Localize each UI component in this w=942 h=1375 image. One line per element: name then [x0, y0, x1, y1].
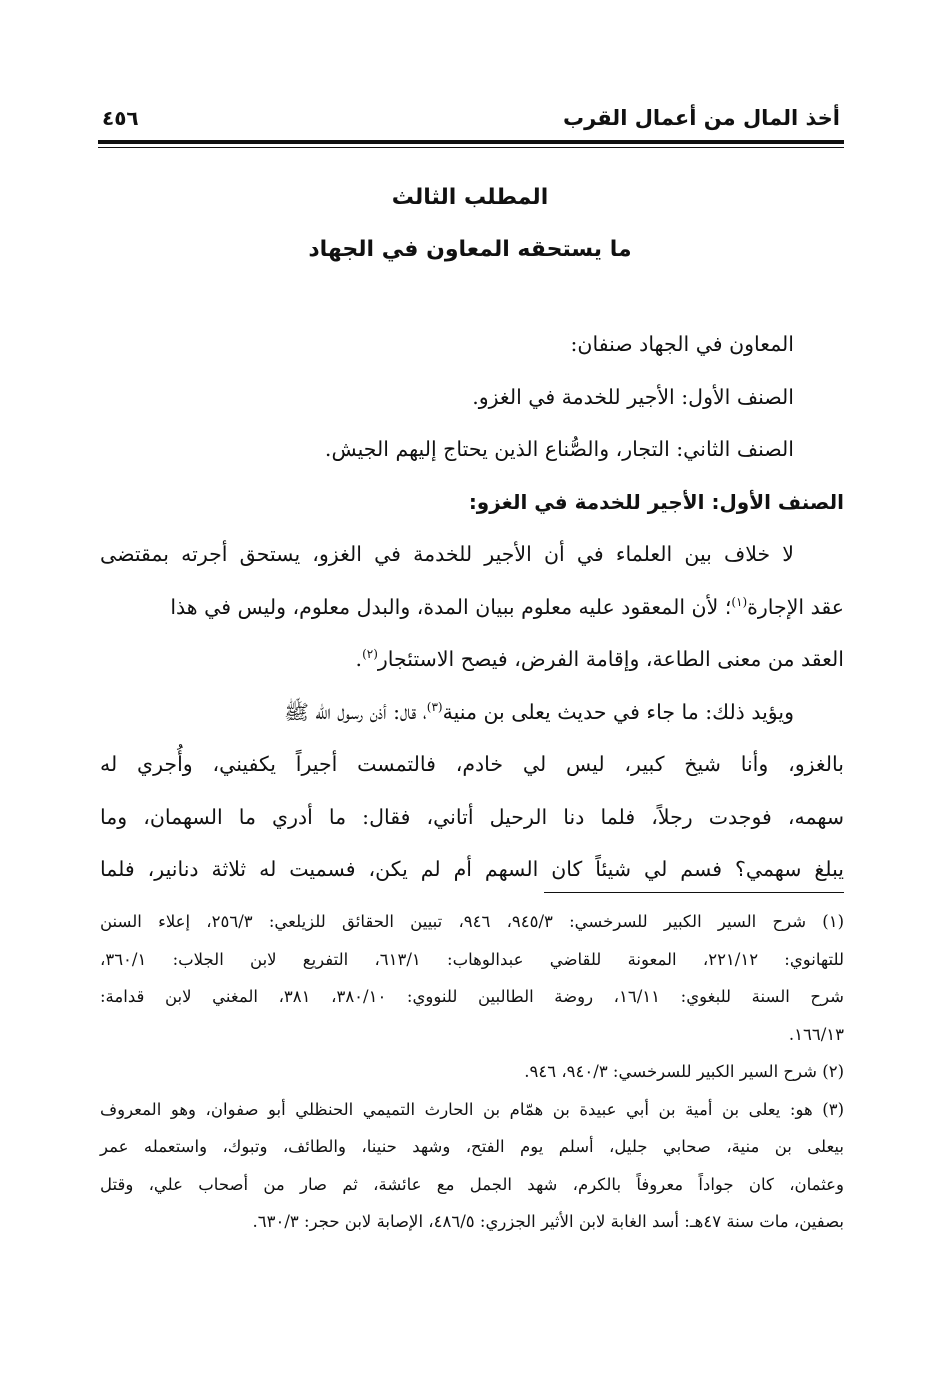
footnote-3-line: وعثمان، كان جواداً معروفاً بالكرم، شهد الجمل مع عائشة، ثم صار من أصحاب علي، وقتل — [100, 1174, 844, 1194]
running-title: أخذ المال من أعمال القرب — [563, 106, 840, 130]
type1-heading: الصنف الأول: الأجير للخدمة في الغزو: — [468, 489, 844, 514]
body-text-span: ، قال: أذن رسول الله ﷺ — [284, 699, 427, 724]
body-text-span: . — [355, 647, 363, 671]
paragraph2-line — [100, 686, 844, 739]
paragraph2-line: سهمه، فوجدت رجلاً، فلما دنا الرحيل أتاني، فقال: ما أدري ما السهمان، وما — [100, 804, 844, 829]
footnotes — [100, 903, 844, 1241]
footnote-1-line: للتهانوي: ٢٢١/١٢، المعونة للقاضي عبدالوهاب: ٦١٣/١، التفريع لابن الجلاب: ٣٦٠/١، — [100, 949, 845, 969]
paragraph1-line — [100, 633, 844, 686]
body-text-span: عقد الإجارة — [747, 594, 844, 619]
page-number: ٤٥٦ — [102, 106, 139, 130]
footnote-3-line: (٣) هو: يعلى بن أمية بن أبي عبيدة بن همّام بن الحارث التميمي الحنظلي أبو صفوان، وهو المعروف — [100, 1099, 844, 1119]
body-text-span: العقد من معنى الطاعة، وإقامة الفرض، فيصح الاستئجار — [377, 647, 844, 671]
footnote-1-line: (١) شرح السير الكبير للسرخسي: ٩٤٥/٣، ٩٤٦، تبيين الحقائق للزيلعي: ٢٥٦/٣، إعلاء السنن — [100, 912, 844, 931]
footnote-ref: (٢) — [362, 647, 378, 662]
body-text — [100, 318, 844, 896]
paragraph2-line: يبلغ سهمي؟ فسم لي شيئاً كان السهم أم لم يكن، فسميت له ثلاثة دنانير، فلما — [100, 857, 844, 881]
header-rule-thin — [98, 147, 844, 148]
footnote-1-line: ١٦٦/١٣. — [788, 1024, 844, 1044]
paragraph2-line: بالغزو، وأنا شيخ كبير، ليس لي خادم، فالتمست أجيراً يكفيني، وأُجري له — [100, 752, 844, 776]
footnote-ref: (١) — [731, 594, 748, 609]
body-text-span: ؛ لأن المعقود عليه معلوم ببيان المدة، والبدل معلوم، وليس في هذا — [170, 594, 732, 619]
header-rule-thick — [98, 140, 844, 144]
section-title: المطلب الثالث — [391, 185, 549, 210]
footnote-3-line: بيعلى بن منية، صحابي جليل، أسلم يوم الفتح، وشهد حنينا، والطائف، وتبوك، واستعمله عمر — [100, 1137, 844, 1156]
footnote-separator — [544, 892, 844, 893]
footnote-3-line: بصفين، مات سنة ٤٧هـ: أسد الغابة لابن الأثير الجزري: ٤٨٦/٥، الإصابة لابن حجر: ٦٣٠/٣. — [252, 1212, 844, 1231]
type2-line: الصنف الثاني: التجار، والصُّناع الذين يحتاج إليهم الجيش. — [324, 437, 794, 461]
subsection-title: ما يستحقه المعاون في الجهاد — [308, 237, 632, 262]
type1-line: الصنف الأول: الأجير للخدمة في الغزو. — [472, 384, 794, 409]
paragraph1-line — [100, 581, 844, 634]
footnote-ref: (٣) — [426, 699, 443, 714]
running-header — [98, 103, 842, 135]
footnote-2-line: (٢) شرح السير الكبير للسرخسي: ٩٤٠/٣، ٩٤٦. — [524, 1062, 844, 1081]
body-text-span: ويؤيد ذلك: ما جاء في حديث يعلى بن منية — [442, 699, 794, 724]
footnote-1-line: شرح السنة للبغوي: ١٦/١١، روضة الطالبين للنووي: ٣٨٠/١٠، ٣٨١، المغني لابن قدامة: — [100, 987, 844, 1006]
intro-line: المعاون في الجهاد صنفان: — [570, 332, 794, 356]
paragraph1-line: لا خلاف بين العلماء في أن الأجير للخدمة في الغزو، يستحق أجرته بمقتضى — [100, 542, 794, 566]
